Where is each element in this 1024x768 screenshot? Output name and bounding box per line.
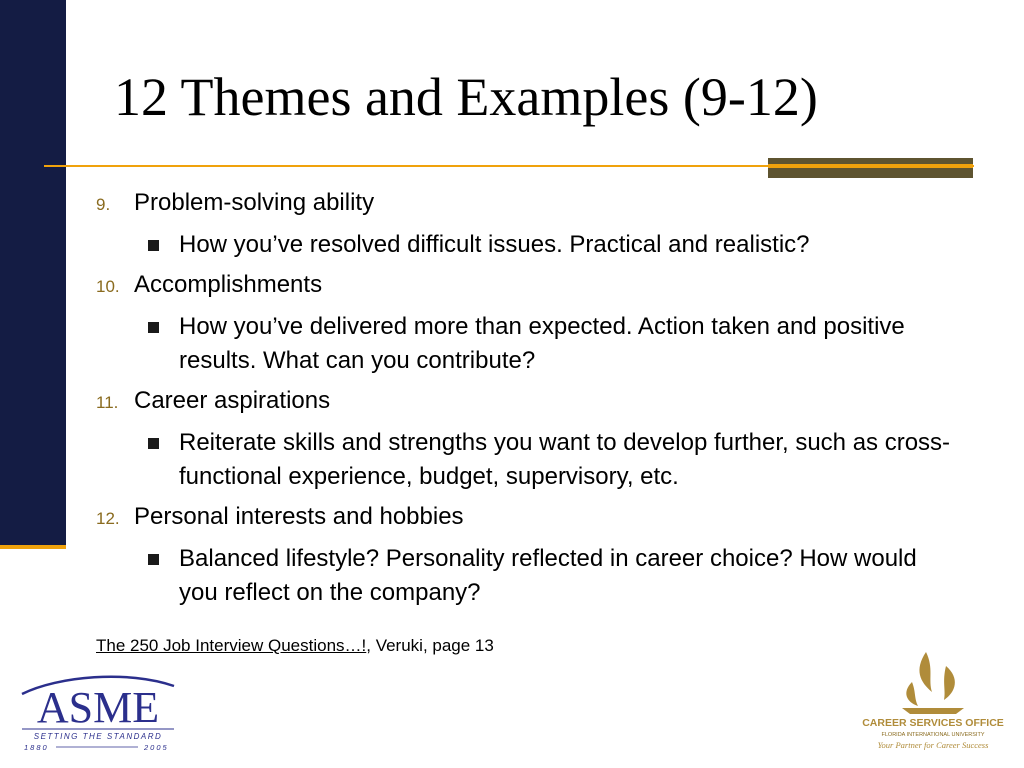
cso-line1: CAREER SERVICES OFFICE — [862, 717, 1004, 729]
item-label: Problem-solving ability — [134, 189, 375, 216]
item-label: Personal interests and hobbies — [134, 503, 464, 530]
bullet-square-icon — [148, 322, 159, 333]
slide-title: 12 Themes and Examples (9-12) — [114, 67, 818, 127]
item-number: 12. — [96, 509, 120, 528]
item-label: Accomplishments — [134, 271, 323, 298]
sidebar-accent-line — [0, 545, 66, 549]
sub-bullet — [148, 310, 948, 378]
sub-bullet-text: How you’ve delivered more than expected. Action taken and positive results. What can you contribute? — [179, 313, 905, 374]
asme-logo — [18, 672, 178, 754]
sidebar-band — [0, 0, 66, 545]
item-number: 9. — [96, 195, 111, 214]
asme-year-end: 2005 — [144, 743, 169, 752]
torch-flame-icon — [902, 652, 964, 714]
cso-line3: Your Partner for Career Success — [877, 740, 989, 750]
sub-bullet — [148, 426, 974, 494]
asme-tagline: SETTING THE STANDARD — [33, 732, 163, 741]
list-item-9 — [96, 188, 374, 220]
item-number: 10. — [96, 277, 120, 296]
list-item-10 — [96, 270, 322, 302]
list-item-12 — [96, 502, 464, 534]
bullet-square-icon — [148, 438, 159, 449]
cso-line2: FLORIDA INTERNATIONAL UNIVERSITY — [881, 732, 985, 738]
item-number: 11. — [96, 393, 119, 412]
citation — [96, 635, 494, 657]
bullet-square-icon — [148, 240, 159, 251]
citation-rest: , Veruki, page 13 — [366, 636, 494, 655]
sub-bullet-text: How you’ve resolved difficult issues. Practical and realistic? — [179, 231, 810, 258]
item-label: Career aspirations — [134, 387, 331, 414]
sub-bullet-text: Reiterate skills and strengths you want to develop further, such as cross-functional experience, budget, supervisory, etc. — [179, 429, 951, 490]
sub-bullet-text: Balanced lifestyle? Personality reflected in career choice? How would you reflect on the company? — [179, 545, 917, 606]
bullet-square-icon — [148, 554, 159, 565]
sub-bullet — [148, 542, 948, 610]
sub-bullet — [148, 228, 948, 262]
asme-year-start: 1880 — [24, 743, 49, 752]
career-services-logo — [862, 648, 1004, 756]
title-rule-stripe — [768, 164, 973, 168]
asme-wordmark: ASME — [36, 683, 160, 732]
citation-link[interactable]: The 250 Job Interview Questions…! — [96, 636, 367, 655]
list-item-11 — [96, 386, 330, 418]
title-rule-bar — [768, 158, 973, 178]
